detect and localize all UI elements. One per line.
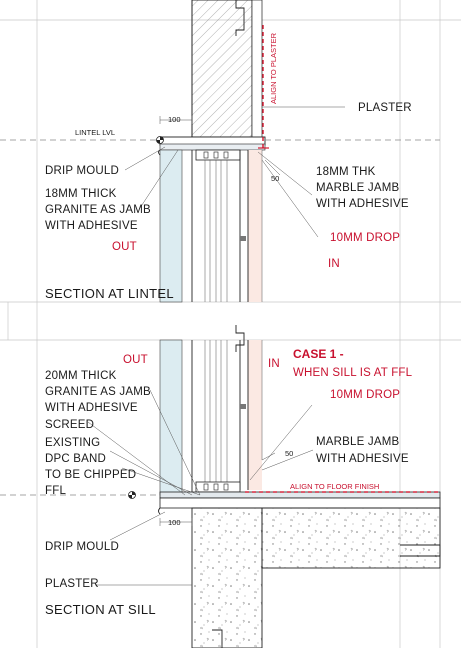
in-bottom-label: IN bbox=[268, 358, 280, 370]
marble-line2: WITH ADHESIVE bbox=[316, 453, 409, 465]
drip-mould-top-label: DRIP MOULD bbox=[45, 165, 119, 177]
dim-100-bottom: 100 bbox=[168, 518, 181, 527]
plaster-bottom-label: PLASTER bbox=[45, 578, 99, 590]
drop-bottom-label: 10MM DROP bbox=[330, 389, 401, 401]
drop-top-label: 10MM DROP bbox=[330, 232, 401, 244]
ffl-label: FFL bbox=[45, 485, 67, 497]
align-floor-label: ALIGN TO FLOOR FINISH bbox=[290, 482, 380, 491]
granite-20-line1: 20MM THICK bbox=[45, 370, 117, 382]
lintel-section bbox=[0, 0, 440, 302]
screed-label: SCREED bbox=[45, 419, 95, 431]
section-lintel-title: SECTION AT LINTEL bbox=[45, 286, 174, 301]
marble-18-line2: MARBLE JAMB bbox=[316, 182, 400, 194]
drip-mould-bottom-label: DRIP MOULD bbox=[45, 541, 119, 553]
lintel-level-label: LINTEL LVL bbox=[75, 128, 116, 137]
existing-line3: TO BE CHIPPED bbox=[45, 469, 137, 481]
marble-line1: MARBLE JAMB bbox=[316, 436, 400, 448]
granite-18-line3: WITH ADHESIVE bbox=[45, 220, 138, 232]
section-sill-title: SECTION AT SILL bbox=[45, 602, 156, 617]
plaster-top-label: PLASTER bbox=[358, 102, 412, 114]
existing-line1: EXISTING bbox=[45, 437, 101, 449]
granite-18-line2: GRANITE AS JAMB bbox=[45, 204, 151, 216]
marble-18-line1: 18MM THK bbox=[316, 166, 376, 178]
granite-20-line3: WITH ADHESIVE bbox=[45, 402, 138, 414]
align-to-plaster-label: ALIGN TO PLASTER bbox=[269, 33, 278, 104]
granite-18-line1: 18MM THICK bbox=[45, 188, 117, 200]
granite-20-line2: GRANITE AS JAMB bbox=[45, 386, 151, 398]
case1-title: CASE 1 - bbox=[293, 347, 344, 361]
dim-100-top: 100 bbox=[168, 115, 181, 124]
dim-50-top: 50 bbox=[271, 174, 280, 183]
out-bottom-label: OUT bbox=[123, 354, 148, 366]
dim-50-bottom: 50 bbox=[285, 449, 294, 458]
marble-18-line3: WITH ADHESIVE bbox=[316, 198, 409, 210]
out-top-label: OUT bbox=[112, 241, 137, 253]
existing-line2: DPC BAND bbox=[45, 453, 107, 465]
in-top-label: IN bbox=[328, 258, 340, 270]
case1-subtitle: WHEN SILL IS AT FFL bbox=[293, 367, 413, 379]
